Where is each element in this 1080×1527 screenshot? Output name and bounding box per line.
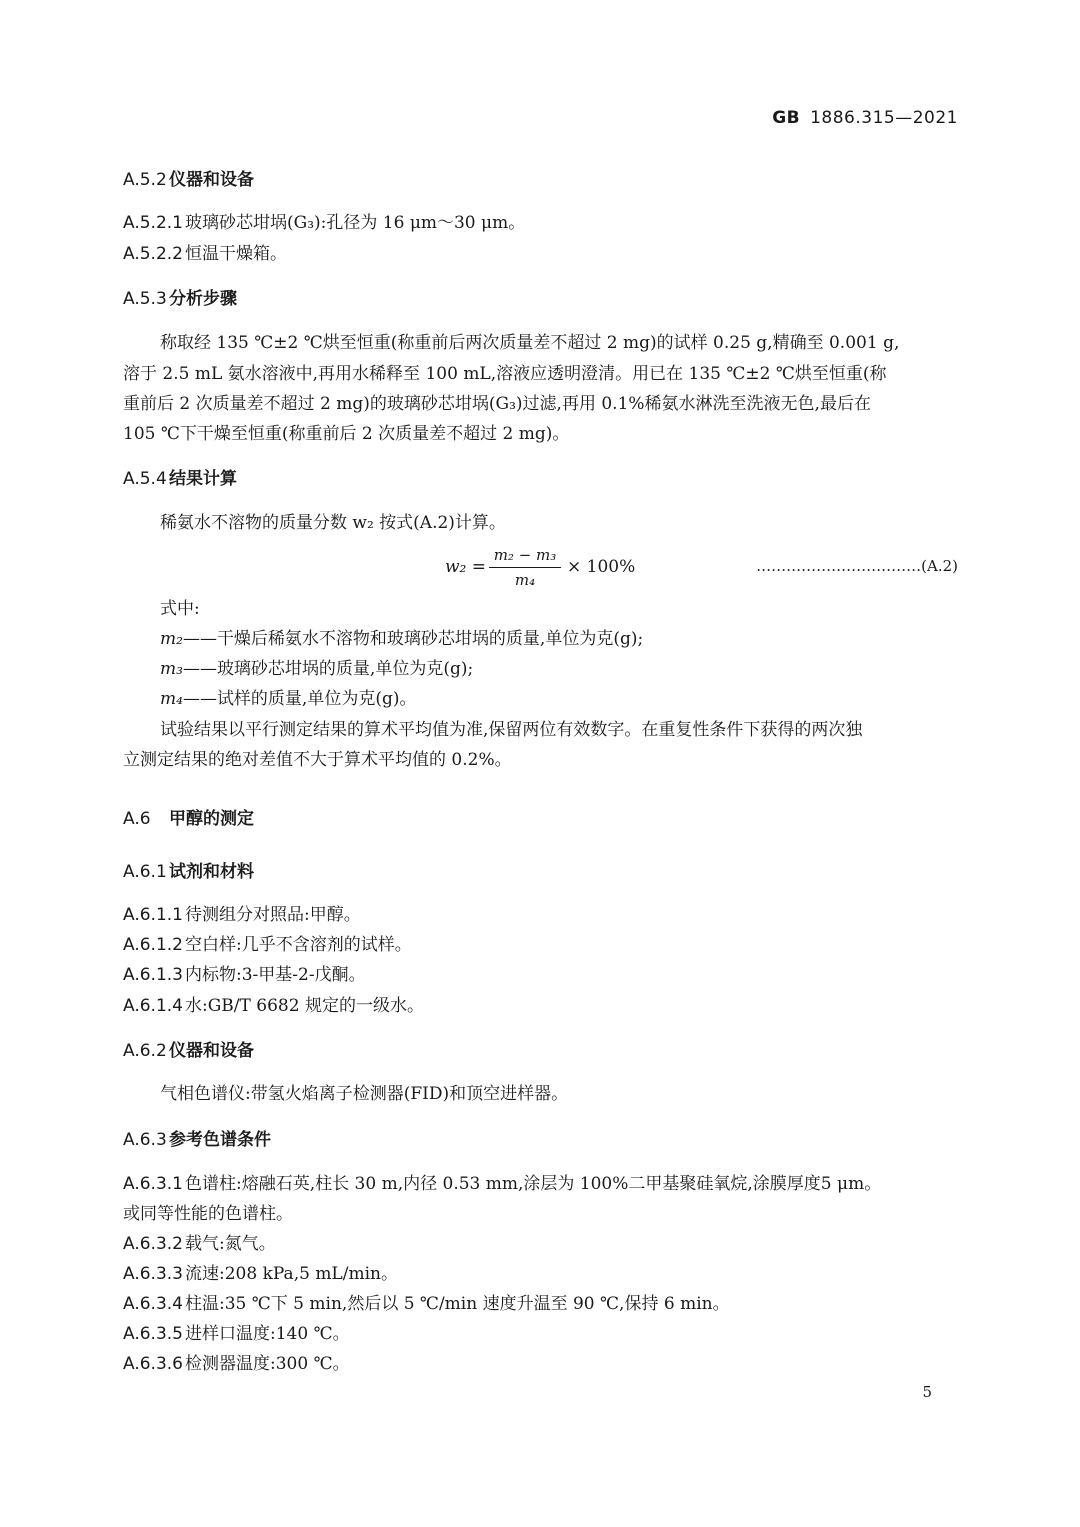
heading-a61 xyxy=(123,860,254,884)
calculation-intro: 稀氨水不溶物的质量分数 w₂ 按式(A.2)计算。 xyxy=(160,513,506,533)
clause-a633 xyxy=(123,1262,398,1286)
clause-text: 水:GB/T 6682 规定的一级水。 xyxy=(185,996,424,1016)
section-number: A.5.3 xyxy=(123,289,167,309)
result-line-1: 试验结果以平行测定结果的算术平均值为准,保留两位有效数字。在重复性条件下获得的两次独 xyxy=(160,720,863,740)
variable-m4 xyxy=(160,687,417,711)
result-line-2: 立测定结果的绝对差值不大于算术平均值的 0.2%。 xyxy=(123,750,512,770)
clause-text: 玻璃砂芯坩埚(G₃):孔径为 16 μm～30 μm。 xyxy=(185,213,526,233)
clause-a521 xyxy=(123,211,525,235)
formula-numerator: m₂ − m₃ xyxy=(493,546,557,564)
page-number: 5 xyxy=(922,1383,932,1401)
section-title: 甲醇的测定 xyxy=(169,809,254,829)
section-number: A.6.2 xyxy=(123,1041,167,1061)
formula-lhs: w₂ = xyxy=(445,557,487,577)
formula-rhs: × 100% xyxy=(567,557,636,577)
clause-text: 内标物:3-甲基-2-戊酮。 xyxy=(185,965,366,985)
section-number: A.6.1 xyxy=(123,862,167,882)
clause-number: A.6.1.3 xyxy=(123,965,183,985)
clause-text: 空白样:几乎不含溶剂的试样。 xyxy=(185,935,412,955)
section-title: 结果计算 xyxy=(169,469,237,489)
clause-text: 检测器温度:300 ℃。 xyxy=(185,1354,350,1374)
section-title: 分析步骤 xyxy=(169,289,237,309)
variable-description: ——玻璃砂芯坩埚的质量,单位为克(g); xyxy=(182,659,474,679)
section-title: 仪器和设备 xyxy=(169,170,254,190)
variable-symbol: m₄ xyxy=(160,689,183,709)
clause-text: 恒温干燥箱。 xyxy=(185,244,287,264)
formula-fraction xyxy=(489,545,561,590)
fraction-bar xyxy=(489,567,561,568)
clause-a634 xyxy=(123,1292,730,1316)
clause-a631 xyxy=(123,1172,881,1196)
clause-a631-continued: 或同等性能的色谱柱。 xyxy=(123,1204,293,1224)
clause-text: 载气:氮气。 xyxy=(185,1234,276,1254)
clause-number: A.6.3.5 xyxy=(123,1324,183,1344)
clause-a613 xyxy=(123,963,366,987)
clause-number: A.6.3.1 xyxy=(123,1174,183,1194)
section-number: A.5.4 xyxy=(123,469,167,489)
variable-description: ——干燥后稀氨水不溶物和玻璃砂芯坩埚的质量,单位为克(g); xyxy=(182,629,644,649)
heading-a53 xyxy=(123,287,237,311)
clause-a614 xyxy=(123,994,424,1018)
heading-a63 xyxy=(123,1128,271,1152)
clause-a635 xyxy=(123,1322,350,1346)
clause-number: A.6.1.1 xyxy=(123,905,183,925)
equation-reference: ……………………………(A.2) xyxy=(756,557,958,575)
procedure-line-4: 105 ℃下干燥至恒重(称重前后 2 次质量差不超过 2 mg)。 xyxy=(123,424,570,444)
procedure-line-1: 称取经 135 ℃±2 ℃烘至恒重(称重前后两次质量差不超过 2 mg)的试样 0.25 g,精确至 0.001 g, xyxy=(160,333,900,353)
heading-a54 xyxy=(123,467,237,491)
clause-number: A.5.2.2 xyxy=(123,244,183,264)
variable-m3 xyxy=(160,657,473,681)
variable-symbol: m₃ xyxy=(160,659,183,679)
clause-number: A.6.3.2 xyxy=(123,1234,183,1254)
standard-number: 1886.315—2021 xyxy=(810,108,958,128)
clause-number: A.6.3.4 xyxy=(123,1294,183,1314)
clause-number: A.6.1.2 xyxy=(123,935,183,955)
section-title: 参考色谱条件 xyxy=(169,1130,271,1150)
clause-a611 xyxy=(123,903,361,927)
formula-denominator: m₄ xyxy=(514,571,536,589)
variable-description: ——试样的质量,单位为克(g)。 xyxy=(182,689,417,709)
procedure-line-2: 溶于 2.5 mL 氨水溶液中,再用水稀释至 100 mL,溶液应透明澄清。用已在 135 ℃±2 ℃烘至恒重(称 xyxy=(123,364,887,384)
variable-m2 xyxy=(160,627,643,651)
clause-a636 xyxy=(123,1352,350,1376)
clause-a522 xyxy=(123,242,287,266)
heading-a6 xyxy=(123,807,254,831)
clause-text: 柱温:35 ℃下 5 min,然后以 5 ℃/min 速度升温至 90 ℃,保持 6 min。 xyxy=(185,1294,730,1314)
where-label: 式中: xyxy=(160,599,200,619)
procedure-line-3: 重前后 2 次质量差不超过 2 mg)的玻璃砂芯坩埚(G₃)过滤,再用 0.1%稀氨水淋洗至洗液无色,最后在 xyxy=(123,394,871,414)
clause-text: 待测组分对照品:甲醇。 xyxy=(185,905,361,925)
clause-text: 流速:208 kPa,5 mL/min。 xyxy=(185,1264,398,1284)
standard-code: GB xyxy=(772,108,801,128)
section-number: A.6 xyxy=(123,809,151,829)
clause-a632 xyxy=(123,1232,276,1256)
clause-text: 进样口温度:140 ℃。 xyxy=(185,1324,350,1344)
section-title: 仪器和设备 xyxy=(169,1041,254,1061)
standard-header xyxy=(772,108,958,128)
clause-number: A.6.3.3 xyxy=(123,1264,183,1284)
clause-a612 xyxy=(123,933,412,957)
section-number: A.6.3 xyxy=(123,1130,167,1150)
heading-a52 xyxy=(123,168,254,192)
section-number: A.5.2 xyxy=(123,170,167,190)
heading-a62 xyxy=(123,1039,254,1063)
clause-number: A.6.3.6 xyxy=(123,1354,183,1374)
clause-number: A.6.1.4 xyxy=(123,996,183,1016)
instrument-text: 气相色谱仪:带氢火焰离子检测器(FID)和顶空进样器。 xyxy=(160,1084,569,1104)
clause-number: A.5.2.1 xyxy=(123,213,183,233)
clause-text: 色谱柱:熔融石英,柱长 30 m,内径 0.53 mm,涂层为 100%二甲基聚硅氧烷,涂膜厚度5 μm。 xyxy=(185,1174,882,1194)
section-title: 试剂和材料 xyxy=(169,862,254,882)
variable-symbol: m₂ xyxy=(160,629,183,649)
